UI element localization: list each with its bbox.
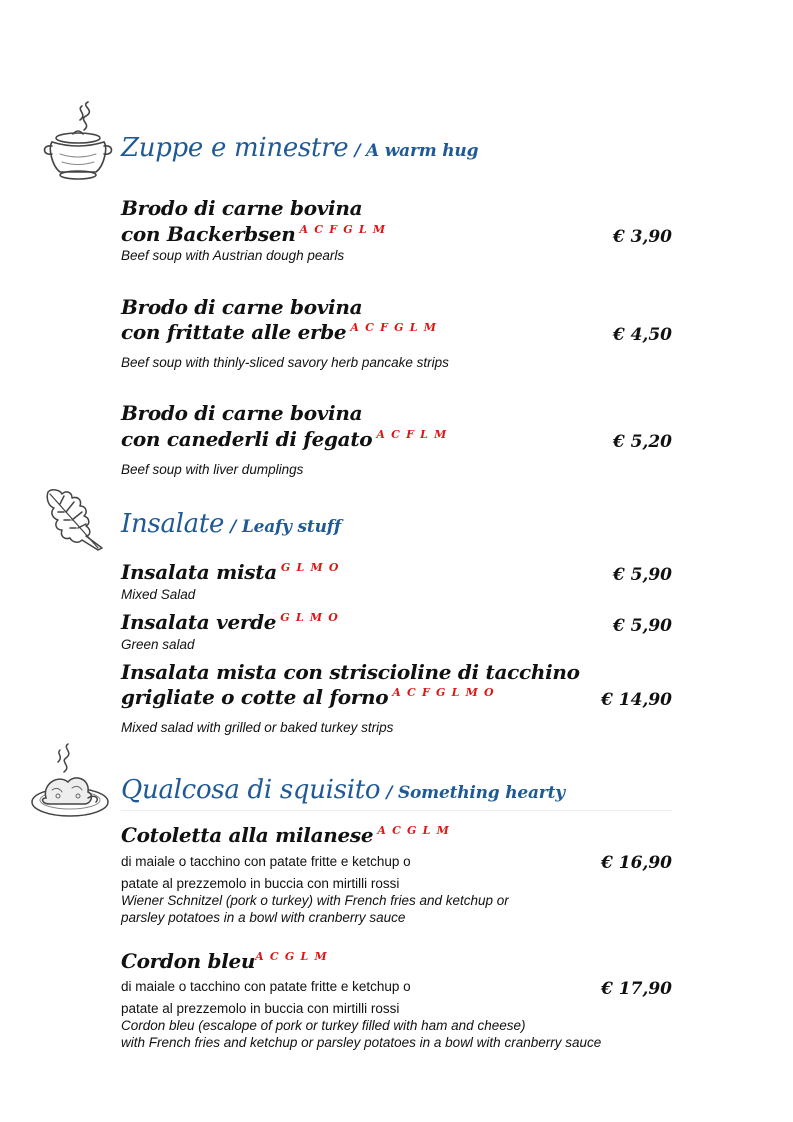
dish-description-it: patate al prezzemolo in buccia con mirtilli rossi bbox=[121, 1001, 400, 1016]
section-title-hearty bbox=[121, 775, 565, 805]
dish-description: Mixed salad with grilled or baked turkey strips bbox=[121, 720, 394, 735]
dish-price: € 5,90 bbox=[612, 565, 672, 585]
dish-name-line2 bbox=[121, 427, 447, 451]
section-heading: Insalate bbox=[121, 509, 225, 539]
lettuce-leaf-icon bbox=[42, 484, 110, 552]
dish-name bbox=[121, 823, 450, 847]
dish-description: Wiener Schnitzel (pork o turkey) with French fries and ketchup or bbox=[121, 893, 509, 908]
dish-price: € 5,90 bbox=[612, 616, 672, 636]
section-subheading: / A warm hug bbox=[354, 141, 479, 161]
dish-name-text: Insalata mista bbox=[121, 560, 277, 584]
dish-description: Beef soup with liver dumplings bbox=[121, 462, 304, 477]
section-divider bbox=[121, 810, 672, 811]
dish-name-text: con canederli di fegato bbox=[121, 427, 373, 451]
allergen-codes: G L M O bbox=[280, 561, 340, 574]
dish-name: Brodo di carne bovina bbox=[121, 401, 363, 425]
dish-name-text: con Backerbsen bbox=[121, 222, 296, 246]
dish-name bbox=[121, 560, 340, 584]
allergen-codes: G L M O bbox=[280, 611, 340, 624]
dish-name-line2 bbox=[121, 685, 495, 709]
dish-description-it: di maiale o tacchino con patate fritte e ketchup o bbox=[121, 854, 411, 869]
dish-name bbox=[121, 610, 339, 634]
dish-price: € 14,90 bbox=[601, 690, 672, 710]
section-subheading: / Something hearty bbox=[386, 783, 565, 803]
dish-description: Beef soup with Austrian dough pearls bbox=[121, 248, 345, 263]
section-heading: Qualcosa di squisito bbox=[121, 775, 381, 805]
soup-pot-icon bbox=[38, 98, 120, 184]
allergen-codes: A C F G L M bbox=[350, 321, 438, 334]
section-title-salads bbox=[121, 509, 341, 539]
dish-name-text: Insalata verde bbox=[121, 610, 277, 634]
allergen-codes: A C F G L M bbox=[299, 223, 387, 236]
dish-price: € 4,50 bbox=[612, 325, 672, 345]
hot-plate-icon bbox=[28, 738, 114, 826]
dish-description: Mixed Salad bbox=[121, 587, 196, 602]
dish-name bbox=[121, 949, 328, 973]
allergen-codes: A C F G L M O bbox=[392, 686, 495, 699]
dish-name-line2 bbox=[121, 222, 386, 246]
dish-price: € 5,20 bbox=[612, 432, 672, 452]
dish-description: with French fries and ketchup or parsley potatoes in a bowl with cranberry sauce bbox=[121, 1035, 602, 1050]
dish-name-text: Cordon bleu bbox=[121, 949, 256, 973]
dish-name-line2 bbox=[121, 320, 437, 344]
dish-description: parsley potatoes in a bowl with cranberry sauce bbox=[121, 910, 406, 925]
section-heading: Zuppe e minestre bbox=[121, 133, 349, 163]
dish-description: Beef soup with thinly-sliced savory herb pancake strips bbox=[121, 355, 449, 370]
dish-description: Green salad bbox=[121, 637, 195, 652]
allergen-codes: A C G L M bbox=[255, 950, 328, 963]
section-title-soups bbox=[121, 133, 478, 163]
dish-price: € 3,90 bbox=[612, 227, 672, 247]
dish-name: Insalata mista con striscioline di tacchino bbox=[121, 660, 580, 684]
allergen-codes: A C G L M bbox=[377, 824, 451, 837]
dish-price: € 16,90 bbox=[601, 853, 672, 873]
dish-name: Brodo di carne bovina bbox=[121, 196, 363, 220]
dish-price: € 17,90 bbox=[601, 979, 672, 999]
dish-description: Cordon bleu (escalope of pork or turkey filled with ham and cheese) bbox=[121, 1018, 526, 1033]
dish-name-text: con frittate alle erbe bbox=[121, 320, 347, 344]
dish-description-it: di maiale o tacchino con patate fritte e ketchup o bbox=[121, 979, 411, 994]
allergen-codes: A C F L M bbox=[376, 428, 448, 441]
dish-name: Brodo di carne bovina bbox=[121, 295, 363, 319]
dish-name-text: grigliate o cotte al forno bbox=[121, 685, 389, 709]
section-subheading: / Leafy stuff bbox=[230, 517, 341, 537]
dish-description-it: patate al prezzemolo in buccia con mirtilli rossi bbox=[121, 876, 400, 891]
dish-name-text: Cotoletta alla milanese bbox=[121, 823, 374, 847]
